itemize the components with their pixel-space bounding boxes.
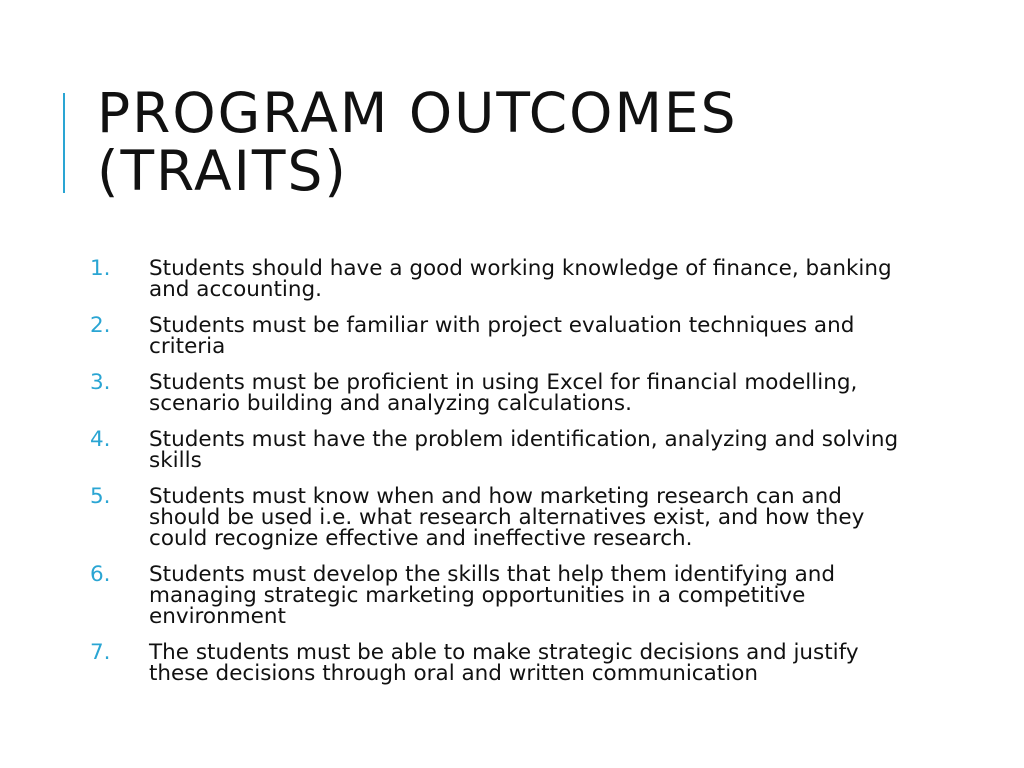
outcome-item-1 [90, 258, 910, 300]
outcome-number: 3. [90, 370, 111, 395]
outcome-text: Students must be proficient in using Excel for financial modelling, scenario building and analyzing calculations. [149, 370, 858, 416]
slide-title-line-2: (TRAITS) [97, 139, 348, 203]
slide-title-line-1: PROGRAM OUTCOMES [97, 81, 738, 145]
outcome-item-3 [90, 372, 910, 414]
outcome-text: Students must have the problem identification, analyzing and solving skills [149, 427, 899, 473]
outcomes-list [90, 258, 910, 699]
outcome-item-5 [90, 486, 910, 549]
outcome-number: 2. [90, 313, 111, 338]
outcome-text: Students must know when and how marketing research can and should be used i.e. what research alternatives exist, and how they could recognize effective and ineffective research. [149, 484, 865, 551]
slide-title [97, 81, 977, 203]
outcome-item-2 [90, 315, 910, 357]
outcome-number: 5. [90, 484, 111, 509]
title-accent-bar [63, 93, 65, 193]
outcome-text: Students should have a good working knowledge of finance, banking and accounting. [149, 256, 892, 302]
outcome-number: 1. [90, 256, 111, 281]
outcome-number: 4. [90, 427, 111, 452]
outcome-item-4 [90, 429, 910, 471]
outcome-text: Students must develop the skills that help them identifying and managing strategic marketing opportunities in a competitive environment [149, 562, 836, 629]
outcome-text: Students must be familiar with project evaluation techniques and criteria [149, 313, 855, 359]
outcome-number: 6. [90, 562, 111, 587]
outcome-item-7 [90, 642, 910, 684]
outcome-item-6 [90, 564, 910, 627]
outcome-text: The students must be able to make strategic decisions and justify these decisions through oral and written communication [149, 640, 859, 686]
outcome-number: 7. [90, 640, 111, 665]
